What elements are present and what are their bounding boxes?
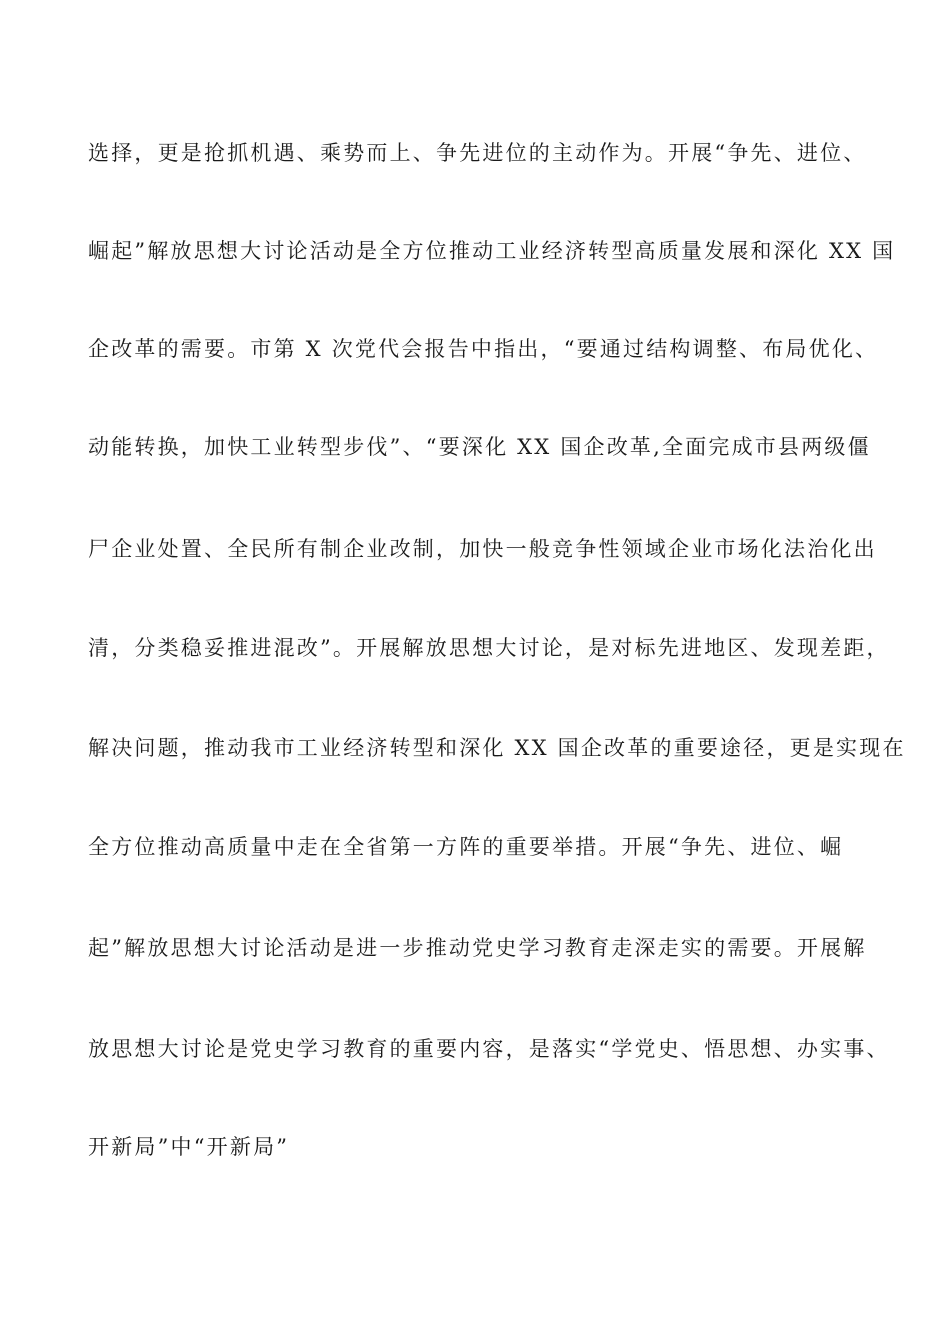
text-line-5: 尸企业处置、全民所有制企业改制，加快一般竞争性领域企业市场化法治化出 xyxy=(88,537,877,561)
text-line-2: 崛起”解放思想大讨论活动是全方位推动工业经济转型高质量发展和深化 XX 国 xyxy=(88,239,896,263)
text-line-9: 起”解放思想大讨论活动是进一步推动党史学习教育走深走实的需要。开展解 xyxy=(88,936,867,960)
text-line-10: 放思想大讨论是党史学习教育的重要内容，是落实“学党史、悟思想、办实事、 xyxy=(88,1037,890,1061)
text-line-1: 选择，更是抢抓机遇、乘势而上、争先进位的主动作为。开展“争先、进位、 xyxy=(88,141,867,165)
text-line-8: 全方位推动高质量中走在全省第一方阵的重要举措。开展“争先、进位、崛 xyxy=(88,835,844,859)
text-line-11: 开新局”中“开新局” xyxy=(88,1135,290,1159)
text-line-4: 动能转换，加快工业转型步伐”、“要深化 XX 国企改革,全面完成市县两级僵 xyxy=(88,435,871,459)
text-line-3: 企改革的需要。市第 X 次党代会报告中指出，“要通过结构调整、布局优化、 xyxy=(88,337,879,361)
text-line-7: 解决问题，推动我市工业经济转型和深化 XX 国企改革的重要途径，更是实现在 xyxy=(88,736,906,760)
text-line-6: 清，分类稳妥推进混改”。开展解放思想大讨论，是对标先进地区、发现差距， xyxy=(88,636,890,660)
